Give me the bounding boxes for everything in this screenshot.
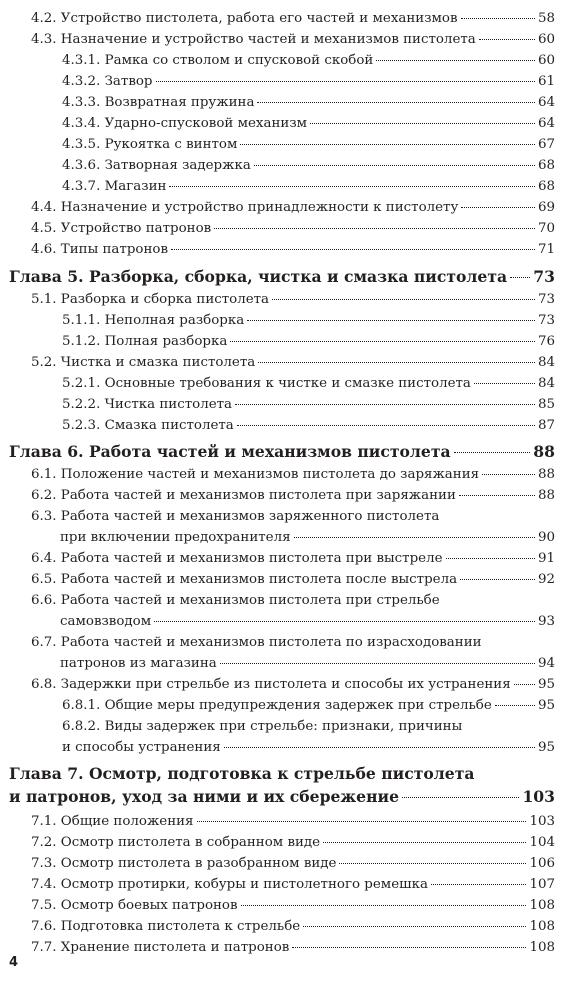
toc-entry-title: 7.4. Осмотр протирки, кобуры и пистолетного ремешка: [31, 877, 428, 892]
toc-entry-4-3-5: [62, 135, 555, 155]
toc-entry-title: 4.4. Назначение и устройство принадлежности к пистолету: [31, 200, 459, 215]
toc-leader-dots: [292, 946, 526, 948]
toc-entry-page: 76: [537, 334, 555, 349]
toc-entry-page: 73: [537, 313, 555, 328]
toc-entry-6-3: [60, 528, 555, 548]
toc-leader-dots: [240, 143, 535, 145]
toc-entry-6-2: [31, 486, 555, 506]
toc-entry-page: 58: [537, 11, 555, 26]
toc-entry-title: 5.2.1. Основные требования к чистке и смазке пистолета: [62, 376, 471, 391]
toc-entry-6-8-1: [62, 696, 555, 716]
toc-entry-page: 67: [537, 137, 555, 152]
toc-entry-title: 6.2. Работа частей и механизмов пистолета при заряжании: [31, 488, 456, 503]
toc-leader-dots: [461, 17, 535, 19]
toc-entry-title: 6.1. Положение частей и механизмов пистолета до заряжания: [31, 467, 480, 482]
toc-entry-title: 7.6. Подготовка пистолета к стрельбе: [31, 919, 301, 934]
toc-entry-title: 7.3. Осмотр пистолета в разобранном виде: [31, 856, 337, 871]
toc-entry-page: 108: [529, 940, 555, 955]
toc-chapter-5: [9, 266, 555, 288]
toc-leader-dots: [241, 904, 527, 906]
toc-entry-page: 106: [529, 856, 555, 871]
toc-leader-dots: [156, 80, 535, 82]
toc-entry-4-3-1: [62, 51, 555, 71]
toc-entry-4-3-7: [62, 177, 555, 197]
toc-entry-title: 4.3.2. Затвор: [62, 74, 153, 89]
toc-entry-title: при включении предохранителя: [60, 530, 291, 545]
toc-leader-dots: [247, 319, 535, 321]
toc-entry-page: 108: [529, 898, 555, 913]
toc-leader-dots: [214, 227, 535, 229]
toc-entry-6-7: [60, 654, 555, 674]
toc-entry-title: 7.5. Осмотр боевых патронов: [31, 898, 238, 913]
toc-entry-page: 95: [537, 677, 555, 692]
toc-leader-dots: [237, 424, 535, 426]
toc-chapter-title: и патронов, уход за ними и их сбережение: [9, 787, 399, 806]
toc-entry-page: 68: [537, 158, 555, 173]
toc-leader-dots: [272, 298, 535, 300]
toc-leader-dots: [303, 925, 526, 927]
toc-entry-page: 95: [537, 698, 555, 713]
toc-entry-6-6: [60, 612, 555, 632]
toc-entry-4-6: [31, 240, 555, 260]
toc-entry-title: и способы устранения: [62, 740, 221, 755]
toc-entry-page: 92: [537, 572, 555, 587]
toc-entry-4-3-2: [62, 72, 555, 92]
toc-entry-page: 88: [537, 488, 555, 503]
toc-leader-dots: [402, 796, 519, 798]
toc-leader-dots: [431, 883, 527, 885]
toc-entry-4-3-3: [62, 93, 555, 113]
toc-entry-4-3-4: [62, 114, 555, 134]
toc-entry-page: 68: [537, 179, 555, 194]
toc-entry-page: 87: [537, 418, 555, 433]
toc-entry-page: 71: [537, 242, 555, 257]
toc-entry-page: 84: [537, 355, 555, 370]
toc-chapter-6: [9, 441, 555, 463]
toc-entry-5-2-3: [62, 416, 555, 436]
toc-leader-dots: [514, 683, 535, 685]
toc-entry-title: 4.2. Устройство пистолета, работа его частей и механизмов: [31, 11, 458, 26]
toc-entry-title: 4.3.7. Магазин: [62, 179, 167, 194]
toc-leader-dots: [459, 494, 535, 496]
toc-leader-dots: [461, 206, 535, 208]
toc-entry-title: 5.2.2. Чистка пистолета: [62, 397, 233, 412]
toc-leader-dots: [510, 276, 530, 278]
toc-entry-4-4: [31, 198, 555, 218]
toc-entry-title: 7.2. Осмотр пистолета в собранном виде: [31, 835, 321, 850]
page-number: 4: [9, 955, 19, 970]
toc-entry-6-7-line1: 6.7. Работа частей и механизмов пистолета по израсходовании: [31, 635, 482, 650]
toc-entry-title: 4.3.1. Рамка со стволом и спусковой скобой: [62, 53, 374, 68]
toc-entry-title: 6.5. Работа частей и механизмов пистолета после выстрела: [31, 572, 458, 587]
toc-entry-page: 91: [537, 551, 555, 566]
toc-entry-page: 94: [537, 656, 555, 671]
toc-entry-5-2-2: [62, 395, 555, 415]
toc-leader-dots: [446, 557, 535, 559]
toc-entry-5-1-1: [62, 311, 555, 331]
toc-leader-dots: [454, 451, 531, 453]
toc-entry-7-1: [31, 812, 555, 832]
toc-entry-7-5: [31, 896, 555, 916]
toc-chapter-page: 88: [533, 442, 555, 461]
toc-entry-page: 95: [537, 740, 555, 755]
toc-entry-4-5: [31, 219, 555, 239]
toc-entry-6-4: [31, 549, 555, 569]
toc-entry-page: 60: [537, 53, 555, 68]
toc-leader-dots: [310, 122, 535, 124]
toc-entry-page: 107: [529, 877, 555, 892]
toc-entry-4-3: [31, 30, 555, 50]
toc-entry-page: 70: [537, 221, 555, 236]
toc-entry-title: самовзводом: [60, 614, 152, 629]
toc-entry-page: 64: [537, 116, 555, 131]
toc-leader-dots: [460, 578, 535, 580]
toc-entry-title: 4.3.6. Затворная задержка: [62, 158, 251, 173]
toc-entry-6-8-2-line1: 6.8.2. Виды задержек при стрельбе: признаки, причины: [62, 719, 463, 734]
toc-entry-title: патронов из магазина: [60, 656, 217, 671]
toc-entry-title: 4.3. Назначение и устройство частей и механизмов пистолета: [31, 32, 476, 47]
toc-leader-dots: [474, 382, 535, 384]
toc-entry-page: 108: [529, 919, 555, 934]
toc-entry-4-2: [31, 9, 555, 29]
toc-entry-page: 64: [537, 95, 555, 110]
toc-entry-page: 84: [537, 376, 555, 391]
toc-entry-page: 93: [537, 614, 555, 629]
toc-leader-dots: [197, 820, 527, 822]
toc-entry-7-4: [31, 875, 555, 895]
toc-entry-4-3-6: [62, 156, 555, 176]
toc-entry-title: 5.1. Разборка и сборка пистолета: [31, 292, 270, 307]
toc-entry-6-1: [31, 465, 555, 485]
toc-entry-title: 6.4. Работа частей и механизмов пистолета при выстреле: [31, 551, 443, 566]
toc-leader-dots: [257, 101, 535, 103]
toc-leader-dots: [235, 403, 535, 405]
toc-entry-title: 7.7. Хранение пистолета и патронов: [31, 940, 290, 955]
toc-entry-page: 61: [537, 74, 555, 89]
toc-entry-title: 5.2. Чистка и смазка пистолета: [31, 355, 256, 370]
toc-chapter-page: 103: [522, 787, 555, 806]
toc-chapter-page: 73: [533, 267, 555, 286]
toc-chapter-7-line1: Глава 7. Осмотр, подготовка к стрельбе пистолета: [9, 764, 475, 783]
toc-entry-5-2: [31, 353, 555, 373]
toc-leader-dots: [482, 473, 535, 475]
toc-entry-6-3-line1: 6.3. Работа частей и механизмов заряженного пистолета: [31, 509, 440, 524]
toc-leader-dots: [258, 361, 535, 363]
toc-entry-page: 73: [537, 292, 555, 307]
toc-entry-5-1: [31, 290, 555, 310]
toc-leader-dots: [224, 746, 535, 748]
toc-entry-title: 4.3.5. Рукоятка с винтом: [62, 137, 238, 152]
toc-entry-title: 5.2.3. Смазка пистолета: [62, 418, 234, 433]
toc-leader-dots: [323, 841, 526, 843]
toc-entry-title: 6.8. Задержки при стрельбе из пистолета и способы их устранения: [31, 677, 511, 692]
toc-entry-7-6: [31, 917, 555, 937]
toc-entry-7-2: [31, 833, 555, 853]
toc-leader-dots: [294, 536, 535, 538]
toc-entry-title: 7.1. Общие положения: [31, 814, 194, 829]
toc-entry-page: 90: [537, 530, 555, 545]
toc-entry-7-3: [31, 854, 555, 874]
toc-chapter-title: Глава 5. Разборка, сборка, чистка и смазка пистолета: [9, 267, 508, 286]
toc-entry-page: 60: [537, 32, 555, 47]
toc-entry-title: 4.6. Типы патронов: [31, 242, 168, 257]
toc-entry-7-7: [31, 938, 555, 958]
toc-entry-title: 4.3.3. Возвратная пружина: [62, 95, 255, 110]
toc-entry-page: 103: [529, 814, 555, 829]
toc-chapter-7: [9, 786, 555, 808]
toc-leader-dots: [495, 704, 535, 706]
toc-entry-6-8: [31, 675, 555, 695]
toc-entry-6-5: [31, 570, 555, 590]
toc-leader-dots: [254, 164, 535, 166]
toc-entry-page: 104: [529, 835, 555, 850]
toc-entry-page: 69: [537, 200, 555, 215]
toc-entry-title: 4.3.4. Ударно-спусковой механизм: [62, 116, 308, 131]
toc-leader-dots: [339, 862, 526, 864]
toc-entry-6-6-line1: 6.6. Работа частей и механизмов пистолета при стрельбе: [31, 593, 440, 608]
toc-entry-page: 88: [537, 467, 555, 482]
toc-leader-dots: [376, 59, 535, 61]
toc-entry-title: 5.1.1. Неполная разборка: [62, 313, 245, 328]
toc-entry-5-1-2: [62, 332, 555, 352]
toc-entry-title: 5.1.2. Полная разборка: [62, 334, 228, 349]
toc-leader-dots: [479, 38, 535, 40]
toc-entry-5-2-1: [62, 374, 555, 394]
toc-entry-6-8-2: [62, 738, 555, 758]
toc-leader-dots: [154, 620, 535, 622]
toc-leader-dots: [220, 662, 535, 664]
toc-entry-title: 6.8.1. Общие меры предупреждения задержек при стрельбе: [62, 698, 492, 713]
toc-leader-dots: [169, 185, 535, 187]
toc-leader-dots: [171, 248, 535, 250]
toc-chapter-title: Глава 6. Работа частей и механизмов пистолета: [9, 442, 451, 461]
toc-entry-title: 4.5. Устройство патронов: [31, 221, 212, 236]
toc-leader-dots: [230, 340, 535, 342]
toc-entry-page: 85: [537, 397, 555, 412]
